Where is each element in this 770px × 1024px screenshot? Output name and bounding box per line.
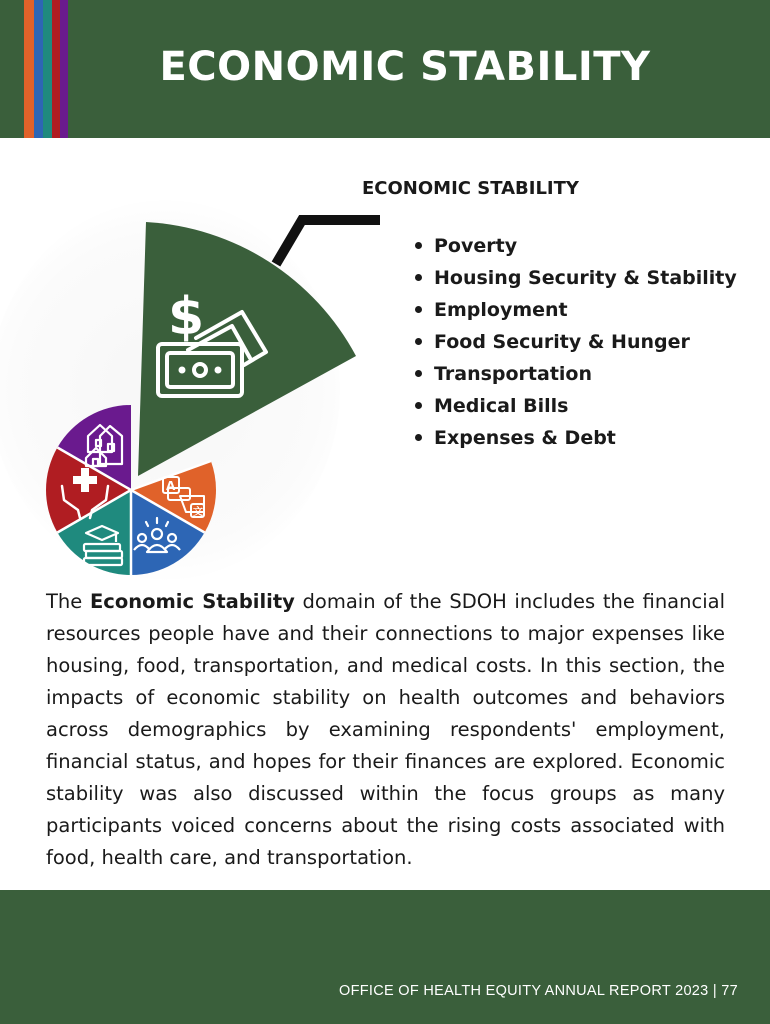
pointer-line (276, 220, 380, 264)
footer-text: OFFICE OF HEALTH EQUITY ANNUAL REPORT 2023 | 77 (338, 983, 738, 999)
footer-band (0, 890, 770, 1024)
accent-stripe-teal (43, 0, 52, 138)
accent-stripe-orange (24, 0, 34, 138)
body-text: domain of the SDOH includes the financial resources people have and their connections to major expenses like housing, food, transportation, and medical costs. In this section, the impacts of economic stability on health outcomes and behaviors across demographics by examining respondents' employment, financial status, and hopes for their finances are explored. Economic stability was also discussed within the focus groups as many participants voiced concerns about the rising costs associated with food, health care, and transportation. (46, 590, 725, 869)
domain-heading: ECONOMIC STABILITY (362, 178, 579, 199)
svg-text:文: 文 (193, 507, 203, 518)
list-item: Expenses & Debt (412, 424, 737, 456)
header-band (0, 0, 770, 138)
list-item: Medical Bills (412, 392, 737, 424)
body-paragraph (46, 586, 725, 874)
svg-text:A: A (166, 479, 176, 493)
accent-stripe-blue (34, 0, 43, 138)
page-title: ECONOMIC STABILITY (159, 44, 651, 90)
list-item: Housing Security & Stability (412, 264, 737, 296)
svg-text:$: $ (168, 287, 205, 347)
list-item: Transportation (412, 360, 737, 392)
list-item: Poverty (412, 232, 737, 264)
accent-stripe-red (52, 0, 60, 138)
list-item: Food Security & Hunger (412, 328, 737, 360)
list-item: Employment (412, 296, 737, 328)
body-bold-term: Economic Stability (89, 590, 295, 613)
sdoh-wheel (0, 200, 380, 600)
body-lead: The (46, 590, 90, 613)
accent-stripe-purple (60, 0, 68, 138)
topic-list (412, 232, 737, 456)
